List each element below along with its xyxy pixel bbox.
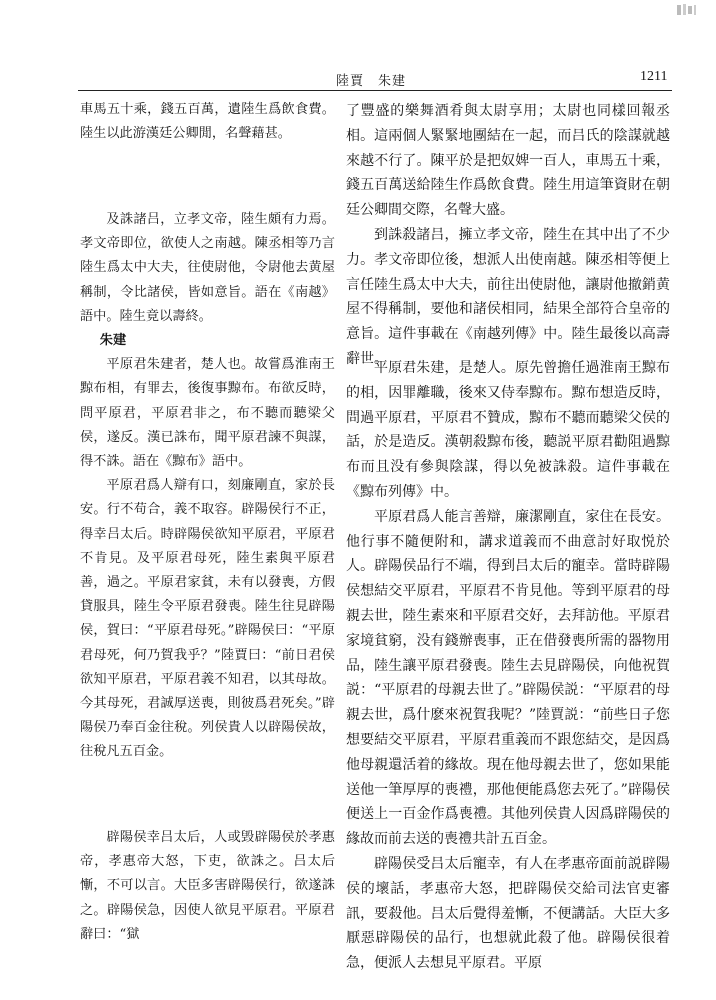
page-number: 1211	[640, 69, 668, 84]
original-paragraph-5: 辟陽侯幸吕太后，人或毁辟陽侯於孝惠帝，孝惠帝大怒，下吏，欲誅之。吕太后慚，不可以言。大臣多害辟陽侯行，欲遂誅之。辟陽侯急，因使人欲見平原君。平原君辭曰：“獄	[80, 830, 335, 942]
header-rule	[78, 90, 672, 91]
translation-paragraph-2: 到誅殺諸吕，擁立孝文帝，陸生在其中出了不少力。孝文帝即位後，想派人出使南越。陳丞相等便上言任陸生爲太中大夫，前往出使尉他，讓尉他撤銷黄屋不得稱制，要他和諸侯相同，結果全部符合皇帝的意旨。這件事載在《南越列傳》中。陸生最後以高壽辭世。	[346, 226, 670, 367]
original-text-column-a	[80, 98, 335, 146]
original-paragraph-4: 平原君爲人辯有口，刻廉剛直，家於長安。行不苟合，義不取容。辟陽侯行不正，得幸吕太后。時辟陽侯欲知平原君，平原君不肯見。及平原君母死，陸生素與平原君善，過之。平原君家貧，未有以發喪，方假貸服具，陸生令平原君發喪。陸生往見辟陽侯，賀曰：“平原君母死。”辟陽侯曰：“平原君母死，何乃賀我乎？”陸賈曰：“前日君侯欲知平原君，平原君義不知君，以其母故。今其母死，君誠厚送喪，則彼爲君死矣。”辟陽侯乃奉百金往稅。列侯貴人以辟陽侯故，往稅凡五百金。	[80, 478, 335, 760]
section-heading: 朱建	[99, 333, 127, 349]
translation-paragraph-4: 平原君爲人能言善辯，廉潔剛直，家住在長安。他行事不隨便附和，講求道義而不曲意討好取悦於人。辟陽侯品行不端，得到吕太后的寵幸。當時辟陽侯想結交平原君，平原君不肯見他。等到平原君的母親去世，陸生素來和平原君交好，去拜訪他。平原君家境貧窮，没有錢辦喪事，正在借發喪所需的器物用品，陸生讓平原君發喪。陸生去見辟陽侯，向他祝賀説：“平原君的母親去世了。”辟陽侯説：“平原君的母親去世，爲什麽來祝賀我呢？”陸賈説：“前些日子您想要結交平原君，平原君重義而不跟您結交，是因爲他母親還活着的緣故。現在他母親去世了，您如果能送他一筆厚厚的喪禮，那他便能爲您去死了。”辟陽侯便送上一百金作爲喪禮。其他列侯貴人因爲辟陽侯的緣故而前去送的喪禮共計五百金。	[346, 508, 670, 848]
translation-column-a	[346, 99, 670, 372]
original-text-column-c	[80, 826, 335, 947]
corner-mark-icon	[676, 3, 698, 17]
translation-paragraph-1: 了豐盛的樂舞酒肴與太尉享用；太尉也同樣回報丞相。這兩個人緊緊地團結在一起，而吕氏的陰謀就越來越不行了。陳平於是把奴婢一百人，車馬五十乘，錢五百萬送給陸生作爲飲食費。陸生用這筆資財在朝廷公卿間交際，名聲大盛。	[346, 103, 670, 219]
original-paragraph-2: 及誅諸吕，立孝文帝，陸生頗有力焉。孝文帝即位，欲使人之南越。陳丞相等乃言陸生爲太中大夫，往使尉他，令尉他去黄屋稱制，令比諸侯，皆如意旨。語在《南越》語中。陸生竟以壽終。	[80, 212, 335, 324]
original-paragraph-1: 車馬五十乘，錢五百萬，遺陸生爲飲食費。陸生以此游漢廷公卿閒，名聲藉甚。	[80, 102, 335, 142]
translation-column-b	[346, 356, 670, 976]
translation-paragraph-3: 平原君朱建，是楚人。原先曾擔任過淮南王黥布的相，因罪離職，後來又侍奉黥布。黥布想造反時，問過平原君，平原君不贊成，黥布不聽而聽梁父侯的話，於是造反。漢朝殺黥布後，聽説平原君勸阻過黥布而且没有參與陰謀，得以免被誅殺。這件事載在《黥布列傳》中。	[346, 360, 670, 500]
original-text-column-b	[80, 208, 335, 765]
original-paragraph-3: 平原君朱建者，楚人也。故嘗爲淮南王黥布相，有罪去，後復事黥布。布欲反時，問平原君，平原君非之，布不聽而聽梁父侯，遂反。漢已誅布，聞平原君諫不與謀，得不誅。語在《黥布》語中。	[80, 357, 335, 470]
translation-paragraph-5: 辟陽侯受吕太后寵幸，有人在孝惠帝面前説辟陽侯的壞話，孝惠帝大怒，把辟陽侯交給司法官吏審訊，要殺他。吕太后覺得羞慚，不便講話。大臣大多厭惡辟陽侯的品行，也想就此殺了他。辟陽侯很着急，便派人去想見平原君。平原	[346, 855, 670, 972]
running-header-title: 陸賈 朱建	[336, 74, 407, 89]
